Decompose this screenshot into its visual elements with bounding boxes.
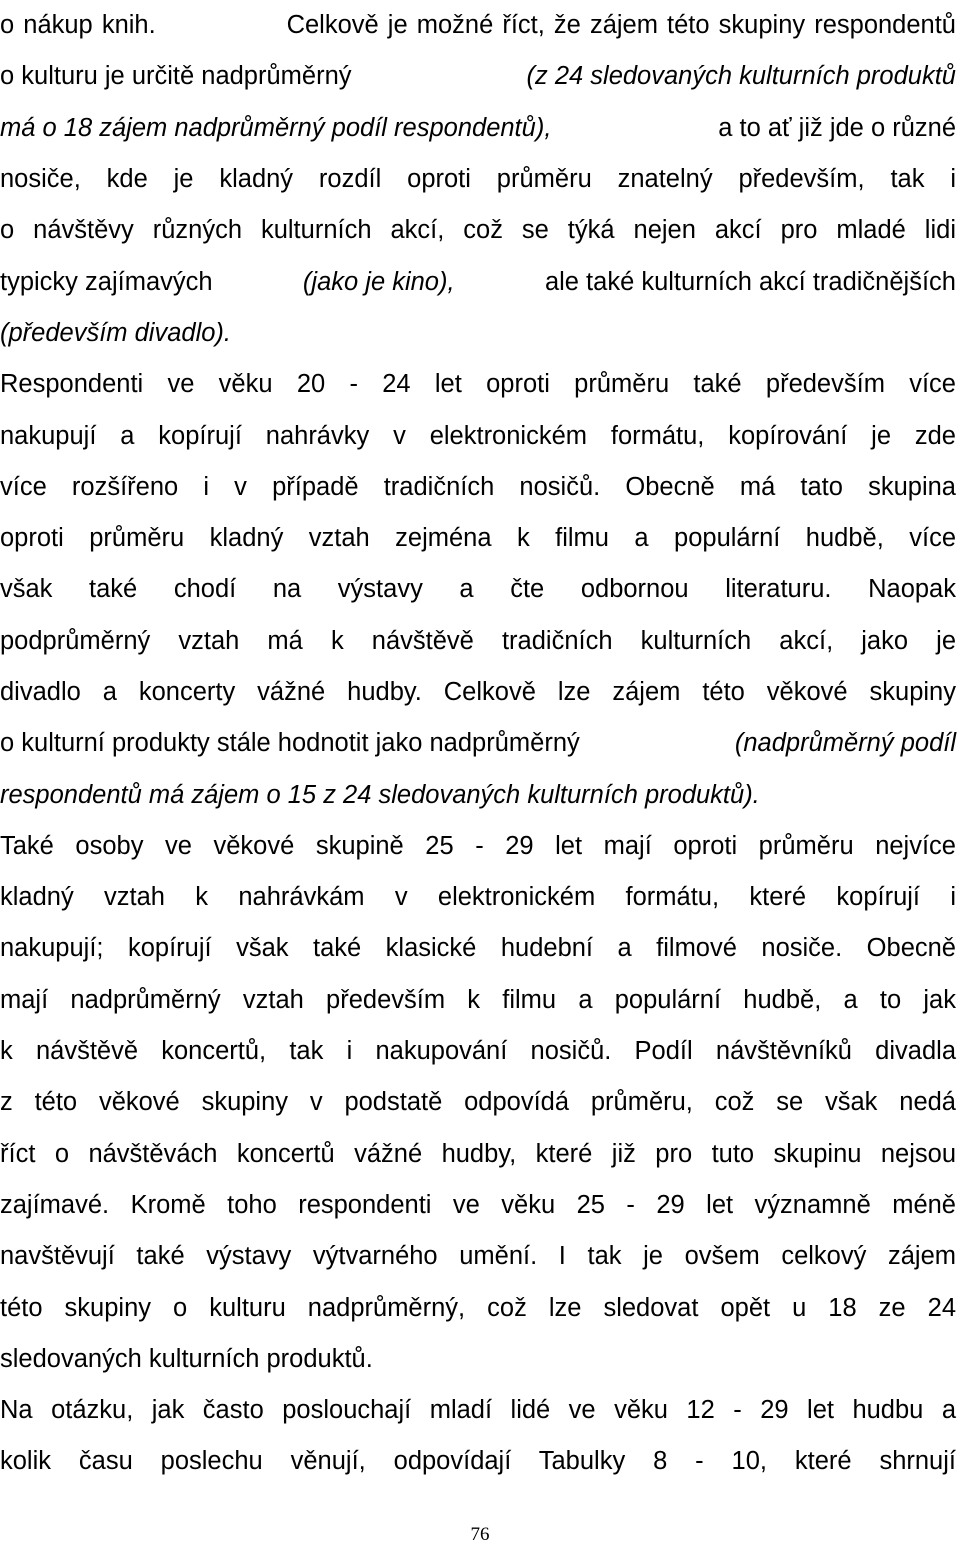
text-line xyxy=(0,513,956,564)
text-line xyxy=(0,923,956,974)
text-line xyxy=(0,1334,956,1385)
text-fragment: ale také kulturních akcí tradičnějších xyxy=(544,267,956,296)
text-line xyxy=(0,256,956,307)
text-line xyxy=(0,667,956,718)
text-fragment: kolik času poslechu věnují, odpovídají Tabulky 8 - 10, které shrnují xyxy=(0,1447,956,1476)
text-fragment: více rozšířeno i v případě tradičních nosičů. Obecně má tato skupina xyxy=(0,472,956,501)
text-fragment: divadlo a koncerty vážné hudby. Celkově lze zájem této věkové skupiny xyxy=(0,678,956,706)
text-fragment: nakupují; kopírují však také klasické hudební a filmové nosiče. Obecně xyxy=(0,934,956,963)
text-line xyxy=(0,51,956,102)
text-line xyxy=(0,0,956,51)
text-line xyxy=(0,103,956,154)
text-fragment: však také chodí na výstavy a čte odbornou literaturu. Naopak xyxy=(0,575,956,604)
text-fragment: k návštěvě koncertů, tak i nakupování nosičů. Podíl návštěvníků divadla xyxy=(0,1037,956,1066)
text-fragment: podprůměrný vztah má k návštěvě tradičních kulturních akcí, jako je xyxy=(0,626,956,655)
text-fragment: typicky zajímavých xyxy=(0,267,213,296)
text-line xyxy=(0,718,956,769)
page-number: 76 xyxy=(470,1524,490,1545)
text-fragment: sledovaných kulturních produktů. xyxy=(0,1344,373,1373)
text-fragment: nakupují a kopírují nahrávky v elektronickém formátu, kopírování je zde xyxy=(0,421,956,450)
text-line xyxy=(0,205,956,256)
text-fragment: nosiče, kde je kladný rozdíl oproti průměru znatelný především, tak i xyxy=(0,165,956,194)
text-fragment: Na otázku, jak často poslouchají mladí lidé ve věku 12 - 29 let hudbu a xyxy=(0,1396,956,1425)
text-fragment: oproti průměru kladný vztah zejména k filmu a populární hudbě, více xyxy=(0,524,956,553)
text-line xyxy=(0,1026,956,1077)
text-line xyxy=(0,462,956,513)
text-fragment: kladný vztah k nahrávkám v elektronickém formátu, které kopírují i xyxy=(0,883,956,912)
text-fragment: říct o návštěvách koncertů vážné hudby, které již pro tuto skupinu nejsou xyxy=(0,1139,956,1168)
text-line xyxy=(0,821,956,872)
text-line xyxy=(0,1231,956,1282)
text-line xyxy=(0,1282,956,1333)
italic-fragment: má o 18 zájem nadprůměrný podíl respondentů), xyxy=(0,113,552,142)
text-line xyxy=(0,564,956,615)
text-line xyxy=(0,975,956,1026)
text-fragment: o nákup knih. xyxy=(0,11,156,40)
text-fragment: zajímavé. Kromě toho respondenti ve věku 25 - 29 let významně méně xyxy=(0,1190,956,1219)
italic-fragment: (z 24 sledovaných kulturních produktů xyxy=(526,62,956,91)
text-line xyxy=(0,769,956,820)
text-fragment: a to ať již jde o různé xyxy=(718,113,956,142)
italic-fragment: (jako je kino), xyxy=(302,267,455,296)
text-fragment: Respondenti ve věku 20 - 24 let oproti průměru také především více xyxy=(0,370,956,399)
text-line xyxy=(0,308,956,359)
text-fragment: navštěvují také výstavy výtvarného umění. I tak je ovšem celkový zájem xyxy=(0,1242,956,1271)
text-fragment: o kulturu je určitě nadprůměrný xyxy=(0,62,352,91)
text-line xyxy=(0,1385,956,1436)
text-line xyxy=(0,1077,956,1128)
text-fragment: této skupiny o kulturu nadprůměrný, což lze sledovat opět u 18 ze 24 xyxy=(0,1293,956,1322)
text-fragment: Také osoby ve věkové skupině 25 - 29 let mají oproti průměru nejvíce xyxy=(0,831,956,860)
text-fragment: Celkově je možné říct, že zájem této skupiny respondentů xyxy=(286,11,956,40)
text-line xyxy=(0,1180,956,1231)
text-fragment: o návštěvy různých kulturních akcí, což se týká nejen akcí pro mladé lidi xyxy=(0,216,956,245)
text-line xyxy=(0,1436,956,1487)
text-line xyxy=(0,616,956,667)
text-fragment: o kulturní produkty stále hodnotit jako nadprůměrný xyxy=(0,729,580,758)
text-fragment: mají nadprůměrný vztah především k filmu a populární hudbě, a to jak xyxy=(0,985,956,1014)
text-fragment: z této věkové skupiny v podstatě odpovídá průměru, což se však nedá xyxy=(0,1088,956,1117)
text-line xyxy=(0,872,956,923)
text-line xyxy=(0,410,956,461)
text-line xyxy=(0,1129,956,1180)
text-line xyxy=(0,154,956,205)
text-line xyxy=(0,359,956,410)
italic-fragment: (nadprůměrný podíl xyxy=(734,729,956,758)
italic-fragment: respondentů má zájem o 15 z 24 sledovaných kulturních produktů). xyxy=(0,780,760,809)
italic-fragment: (především divadlo). xyxy=(0,318,232,347)
